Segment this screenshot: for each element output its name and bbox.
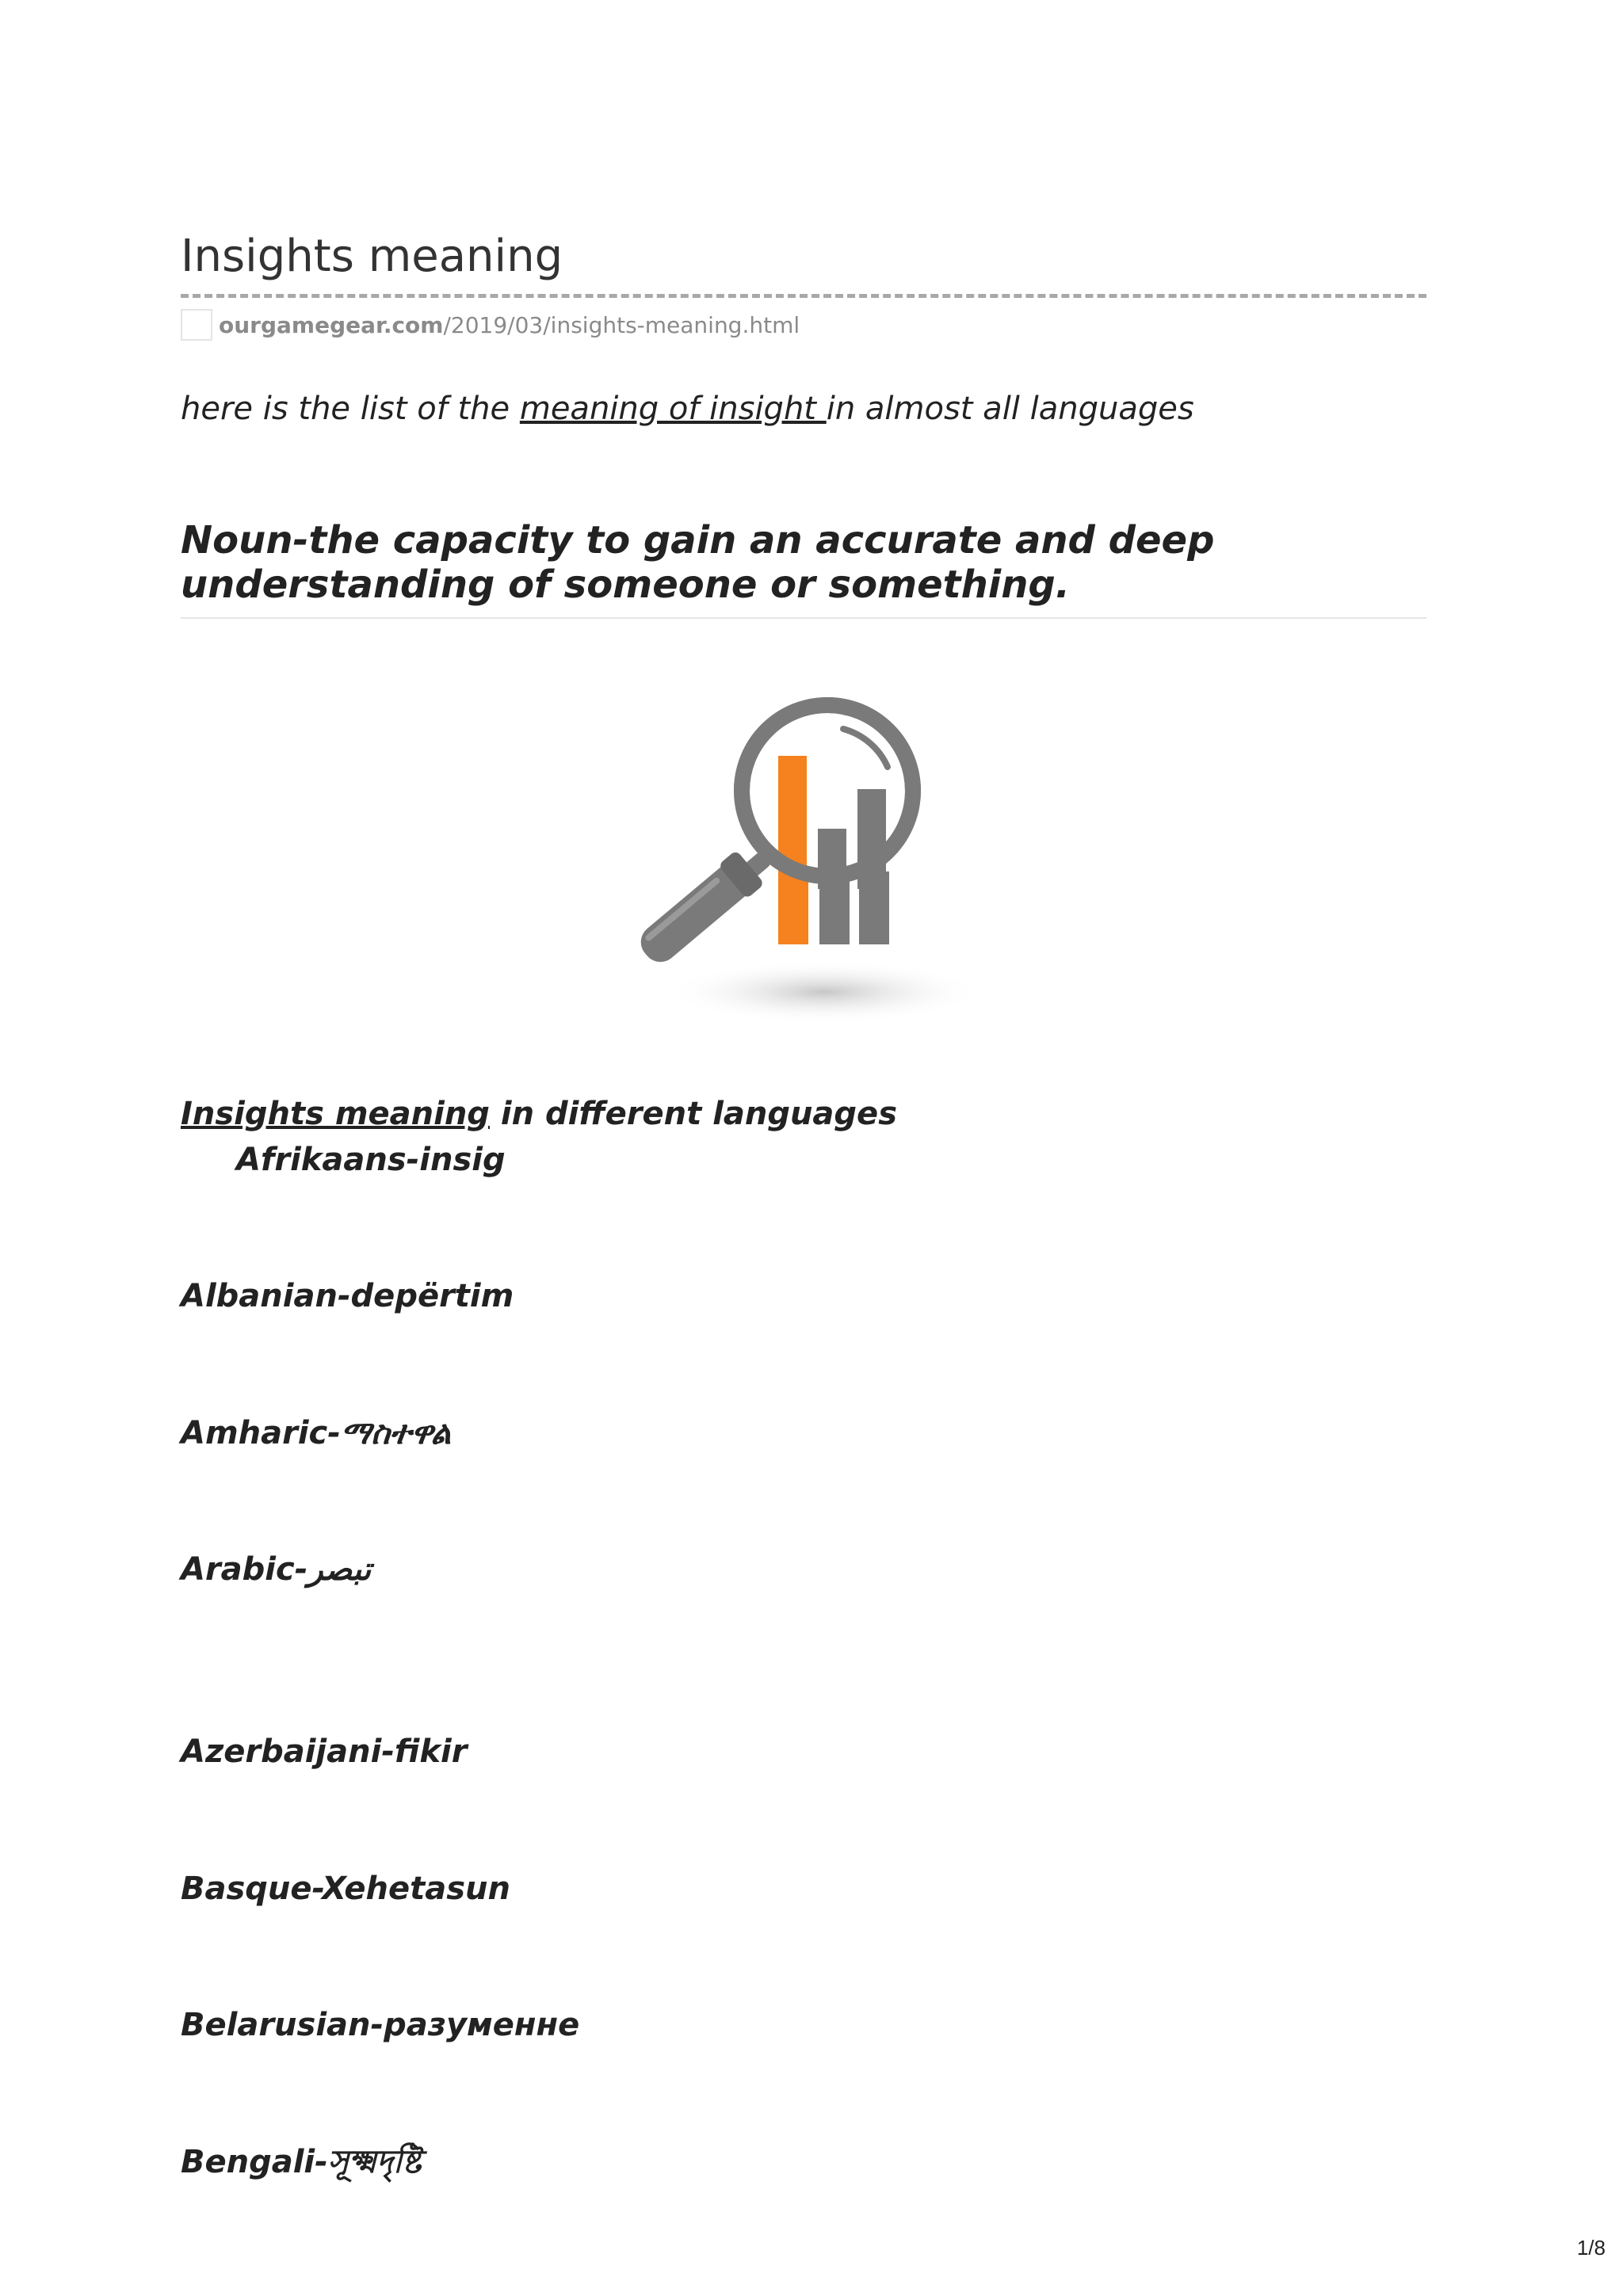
source-path: /2019/03/insights-meaning.html: [443, 311, 800, 338]
language-item: Azerbaijani-fikir: [181, 1733, 468, 1770]
shadow: [666, 960, 983, 1024]
language-item: Amharic-ማስተዋል: [181, 1415, 452, 1451]
meaning-of-insight-link[interactable]: meaning of insight: [519, 391, 827, 427]
language-item: Afrikaans-insig: [236, 1142, 506, 1178]
language-item: Arabic-تبصر: [181, 1551, 372, 1588]
title-divider: [181, 294, 1426, 298]
language-item: Albanian-depërtim: [181, 1278, 514, 1314]
page-number: 1/8: [1576, 2236, 1606, 2260]
magnifier-chart-icon: [609, 688, 1005, 1036]
source-url[interactable]: [181, 307, 800, 342]
insights-meaning-link[interactable]: Insights meaning: [181, 1096, 490, 1132]
language-item: Bengali-সূক্ষ্মদৃষ্টি: [181, 2144, 422, 2180]
favicon-icon: [181, 309, 212, 341]
definition-divider: [181, 617, 1426, 619]
source-domain: ourgamegear.com: [219, 311, 444, 338]
language-item: Basque-Xehetasun: [181, 1871, 510, 1907]
definition-heading: Noun-the capacity to gain an accurate and deep understanding of someone or something.: [181, 518, 1215, 607]
intro-paragraph: here is the list of the meaning of insight in almost all languages: [181, 391, 1194, 427]
page-title: Insights meaning: [181, 231, 563, 282]
section-heading: Insights meaning in different languages: [181, 1096, 897, 1132]
language-item: Belarusian-разуменне: [181, 2007, 580, 2043]
